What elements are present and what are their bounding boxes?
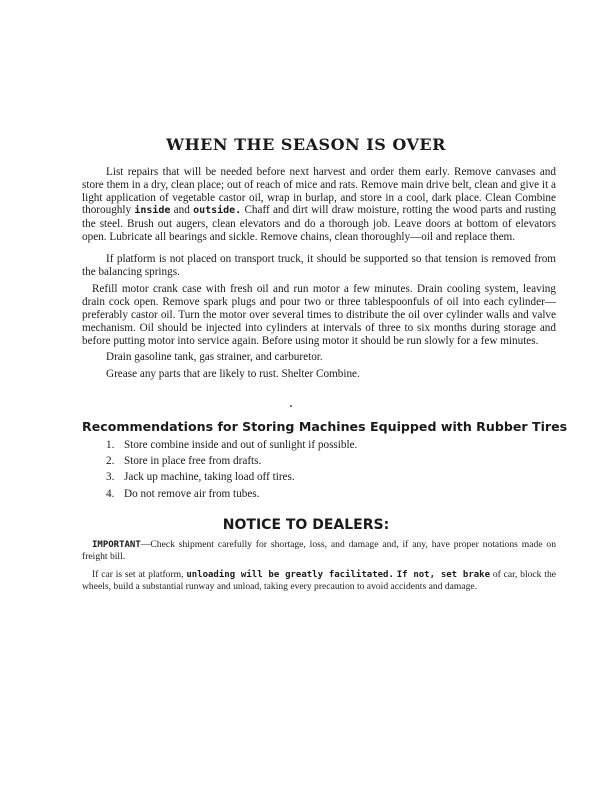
notice-text: —Check shipment carefully for shortage, loss, and damage and, if any, have proper notations made on freight bill. [82, 539, 556, 562]
decorative-dot [290, 405, 292, 407]
notice-unloading [82, 569, 556, 592]
line-drain-gasoline: Drain gasoline tank, gas strainer, and carburetor. [106, 351, 323, 364]
list-item [106, 453, 546, 469]
storage-instructions [82, 166, 556, 381]
line-grease-parts: Grease any parts that are likely to rust. Shelter Combine. [106, 368, 360, 381]
list-number: 4. [106, 487, 115, 500]
important-label: IMPORTANT [92, 540, 141, 550]
rubber-tires-heading: Recommendations for Storing Machines Equipped with Rubber Tires [82, 419, 568, 434]
list-text: Store in place free from drafts. [124, 455, 262, 468]
notice-heading: NOTICE TO DEALERS: [222, 517, 390, 533]
emphasis-outside: outside. [193, 205, 242, 217]
list-text: Store combine inside and out of sunlight if possible. [124, 439, 358, 451]
list-number: 3. [106, 471, 115, 484]
list-item [106, 486, 546, 502]
rubber-tires-list [106, 437, 546, 502]
paragraph-repairs [82, 166, 556, 244]
list-item [106, 437, 546, 453]
emphasis-set-brake: If not, set brake [396, 570, 491, 580]
notice-text: of car, block the wheels, build a substantial runway and unload, taking every precaution to avoid accidents and damage. [82, 569, 556, 592]
list-number: 2. [106, 455, 115, 468]
notice-important [82, 539, 556, 562]
paragraph-text: List repairs that will be needed before next harvest and order them early. Remove canvases and store them in a dry, clean place; out of reach of mice and rats. Remove main drive belt, clean and give it a light application of vegetable castor oil, wrap in burlap, and store in a cool, dark place. Clean Combine thoroughly [82, 166, 556, 217]
list-text: Do not remove air from tubes. [124, 487, 260, 500]
paragraph-text: Chaff and dirt will draw moisture, rotting the wood parts and rusting the steel. Brush out augers, clean elevators and do a thorough job. Leave doors at bottom of elevators open. Lubricate all bearings and sickle. Remove chains, clean thoroughly—oil and replace them. [82, 204, 556, 243]
page-title: WHEN THE SEASON IS OVER [166, 135, 446, 154]
list-text: Jack up machine, taking load off tires. [124, 471, 295, 484]
paragraph-text: and [170, 204, 194, 217]
list-number: 1. [106, 439, 115, 451]
notice-text: If car is set at platform, [92, 569, 187, 580]
paragraph-motor: Refill motor crank case with fresh oil and run motor a few minutes. Drain cooling system, leaving drain cock open. Remove spark plugs and pour two or three tablespoonfuls of oil into each cylinder—preferably castor oil. Turn the motor over several times to distribute the oil over cylinder walls and valve mechanism. Oil should be injected into cylinders at intervals of three to six months during storage and before putting motor into service again. Before using motor it should be run slowly for a few minutes. [82, 283, 556, 347]
list-item [106, 469, 546, 485]
emphasis-inside: inside [134, 205, 171, 217]
emphasis-unloading: unloading will be greatly facilitated. [186, 570, 394, 580]
notice-section [82, 539, 556, 592]
paragraph-platform: If platform is not placed on transport truck, it should be supported so that tension is removed from the balancing springs. [82, 252, 556, 278]
